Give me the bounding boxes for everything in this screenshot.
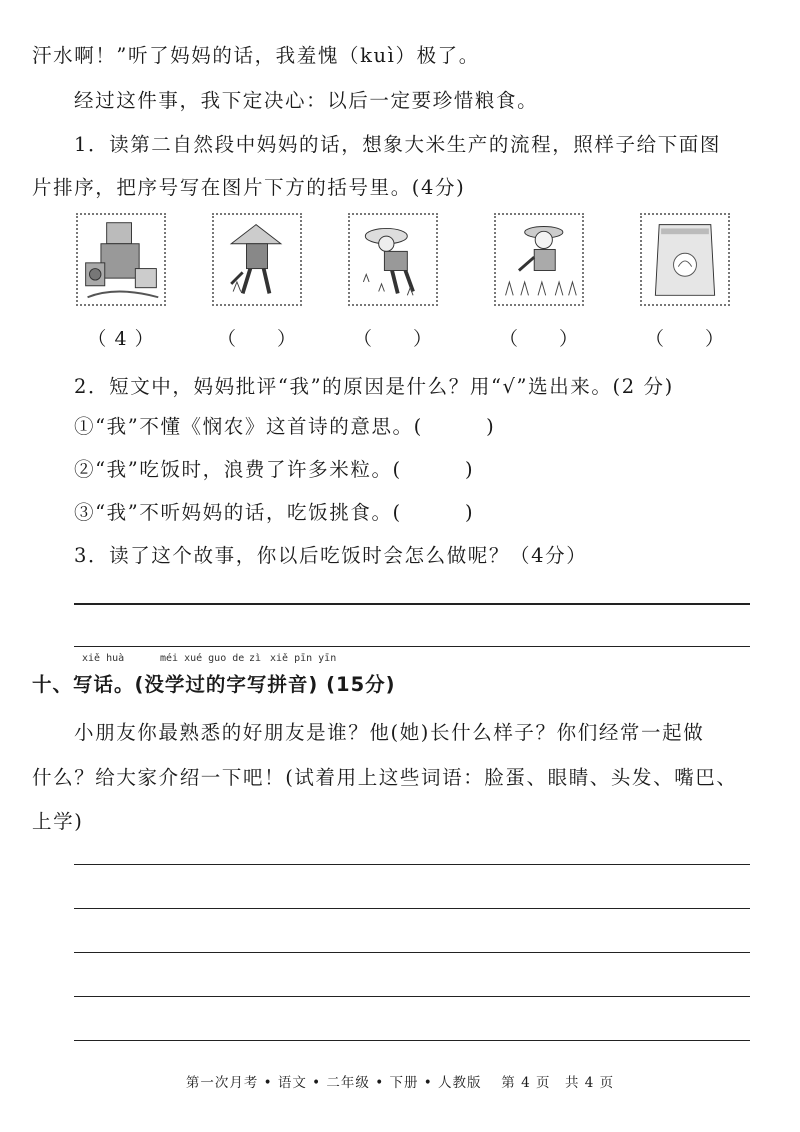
question-2-option-2[interactable]: ②“我”吃饭时，浪费了许多米粒。( ) — [74, 458, 475, 481]
picture-2-answer[interactable]: （ ） — [216, 328, 297, 350]
story-line-1: 汗水啊！”听了妈妈的话，我羞愧（kuì）极了。 — [32, 44, 480, 67]
rice-bag-picture — [640, 213, 730, 306]
pinyin-zi: zì — [249, 653, 262, 664]
pinyin-xie-pin-yin: xiě pīn yīn — [270, 653, 337, 664]
page-footer: 第一次月考 • 语文 • 二年级 • 下册 • 人教版 第 4 页 共 4 页 — [185, 1075, 615, 1091]
writing-line-3[interactable] — [74, 952, 750, 953]
rice-mill-icon — [78, 215, 164, 304]
rice-mill-picture — [76, 213, 166, 306]
section-10-body-line-3: 上学) — [32, 810, 84, 833]
writing-line-1[interactable] — [74, 864, 750, 865]
section-10-title: 十、写话。(没学过的字写拼音) (15分) — [32, 673, 396, 696]
pinyin-mei-xue-guo-de: méi xué guo de — [160, 653, 245, 664]
story-line-2: 经过这件事，我下定决心：以后一定要珍惜粮食。 — [74, 89, 539, 112]
section-10-body-line-2: 什么？给大家介绍一下吧！(试着用上这些词语：脸蛋、眼睛、头发、嘴巴、 — [32, 766, 738, 789]
question-1-line-2: 片排序，把序号写在图片下方的括号里。(4分) — [32, 176, 466, 199]
question-2-option-1[interactable]: ①“我”不懂《悯农》这首诗的意思。( ) — [74, 415, 496, 438]
pinyin-xie-hua: xiě huà — [82, 653, 125, 664]
picture-4-answer[interactable]: （ ） — [498, 328, 579, 350]
farmer-hat-icon — [214, 215, 300, 304]
writing-line-2[interactable] — [74, 908, 750, 909]
rice-bag-icon — [642, 215, 728, 304]
answer-line-1[interactable] — [74, 603, 750, 605]
question-2-prompt: 2．短文中，妈妈批评“我”的原因是什么？用“√”选出来。(2 分) — [74, 375, 674, 398]
boy-field-icon — [496, 215, 582, 304]
boy-field-picture — [494, 213, 584, 306]
picture-5-answer[interactable]: （ ） — [644, 328, 725, 350]
picture-3-answer[interactable]: （ ） — [352, 328, 433, 350]
writing-line-5[interactable] — [74, 1040, 750, 1041]
question-3-prompt: 3．读了这个故事，你以后吃饭时会怎么做呢？（4分） — [74, 544, 588, 567]
farmer-hat-picture — [212, 213, 302, 306]
answer-line-2[interactable] — [74, 646, 750, 647]
farmer-planting-icon — [350, 215, 436, 304]
section-10-body-line-1: 小朋友你最熟悉的好朋友是谁？他(她)长什么样子？你们经常一起做 — [74, 721, 705, 744]
question-1-line-1: 1．读第二自然段中妈妈的话，想象大米生产的流程，照样子给下面图 — [74, 133, 722, 156]
farmer-planting-picture — [348, 213, 438, 306]
writing-line-4[interactable] — [74, 996, 750, 997]
question-2-option-3[interactable]: ③“我”不听妈妈的话，吃饭挑食。( ) — [74, 501, 475, 524]
picture-1-answer[interactable]: （ 4 ） — [87, 328, 155, 350]
